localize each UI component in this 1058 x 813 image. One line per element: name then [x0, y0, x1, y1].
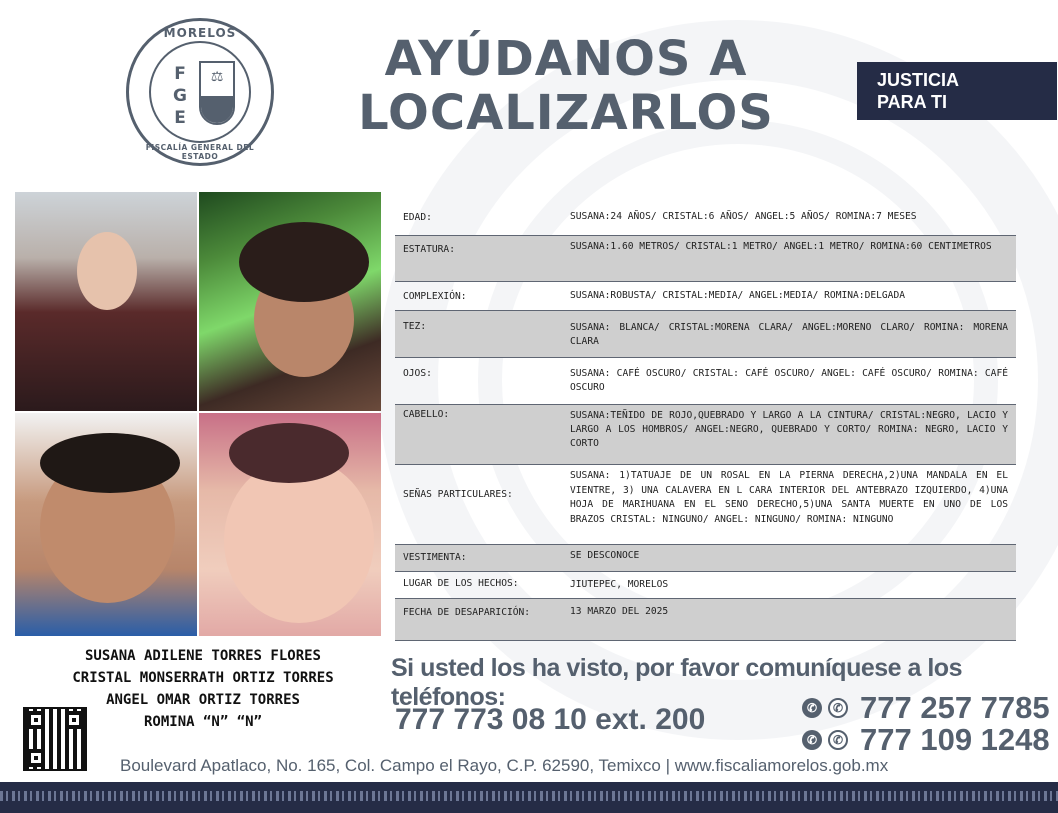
description-table: [395, 196, 1016, 641]
row-senas: [395, 465, 1016, 545]
phone-icon: ✆: [802, 698, 822, 718]
shield-icon: [199, 61, 235, 125]
fge-logo: [126, 18, 274, 166]
photo-romina: [199, 413, 381, 636]
logo-ring-text: FISCALÍA GENERAL DEL ESTADO: [145, 143, 255, 161]
page-title: [336, 32, 796, 140]
photo-cristal: [199, 192, 381, 411]
row-label: OJOS:: [403, 368, 432, 379]
name-romina: ROMINA “N” “N”: [143, 714, 262, 730]
row-label: FECHA DE DESAPARICIÓN:: [403, 607, 531, 618]
logo-top-text: MORELOS: [163, 26, 237, 40]
row-value: SUSANA:ROBUSTA/ CRISTAL:MEDIA/ ANGEL:MEDIA/ ROMINA:DELGADA: [570, 290, 906, 301]
row-value: SUSANA: CAFÉ OSCURO/ CRISTAL: CAFÉ OSCURO/ ANGEL: CAFÉ OSCURO/ ROMINA: CAFÉ OSCURO: [570, 368, 1008, 393]
contact-callout: Si usted los ha visto, por favor comuníquese a los teléfonos:: [391, 654, 962, 711]
phone-2-number: 777 109 1248: [860, 722, 1050, 757]
title-line-2: LOCALIZARLOS: [358, 85, 774, 141]
row-label: SEÑAS PARTICULARES:: [403, 489, 513, 500]
whatsapp-icon: ✆: [828, 730, 848, 750]
qr-code-icon: [23, 707, 87, 771]
row-edad: [395, 196, 1016, 236]
phone-1-number: 777 257 7785: [860, 690, 1050, 725]
row-value: JIUTEPEC, MORELOS: [570, 579, 669, 590]
photo-susana: [15, 192, 197, 411]
phone-icon: ✆: [802, 730, 822, 750]
row-value: SUSANA: 1)TATUAJE DE UN ROSAL EN LA PIERNA DERECHA,2)UNA MANDALA EN EL VIENTRE, 3) UNA CALAVERA EN L CARA INTERIOR DEL ANTEBRAZO IZQUIERDO, 4)UNA HOJA DE MARIHUANA EN EL SENO DERECHO,5)UNA SANTA MUERTE EN UNO DE LOS BRAZOS CRISTAL: NINGUNO/ ANGEL: NINGUNO/ ROMINA: NINGUNO: [570, 470, 1008, 525]
name-angel: ANGEL OMAR ORTIZ TORRES: [106, 692, 300, 708]
name-susana: SUSANA ADILENE TORRES FLORES: [84, 648, 321, 664]
office-phone: 777 773 08 10 ext. 200: [395, 703, 706, 736]
row-tez: [395, 311, 1016, 358]
row-label: TEZ:: [403, 321, 427, 332]
footer-band: [0, 782, 1058, 813]
row-label: CABELLO:: [403, 409, 450, 420]
row-cabello: [395, 405, 1016, 465]
row-vestimenta: [395, 545, 1016, 572]
footer-pattern: [0, 791, 1058, 801]
row-label: ESTATURA:: [403, 244, 455, 255]
row-label: EDAD:: [403, 212, 432, 223]
row-estatura: [395, 236, 1016, 282]
logo-letters: [171, 63, 189, 129]
logo-inner-circle: [149, 41, 251, 143]
whatsapp-icon: ✆: [828, 698, 848, 718]
row-ojos: [395, 358, 1016, 405]
row-label: COMPLEXIÓN:: [403, 291, 467, 302]
scales-icon: ⚖: [210, 69, 224, 85]
logo-letter-f: F: [174, 64, 186, 84]
name-cristal: CRISTAL MONSERRATH ORTIZ TORRES: [72, 670, 334, 686]
phone-2: [802, 722, 1050, 758]
row-value: SUSANA:1.60 METROS/ CRISTAL:1 METRO/ ANGEL:1 METRO/ ROMINA:60 CENTIMETROS: [570, 241, 992, 252]
address-footer: Boulevard Apatlaco, No. 165, Col. Campo el Rayo, C.P. 62590, Temixco | www.fiscaliamorelos.gob.mx: [120, 756, 889, 775]
logo-letter-e: E: [174, 108, 186, 128]
photo-angel: [15, 413, 197, 636]
phone-1: [802, 690, 1050, 726]
row-lugar: [395, 572, 1016, 599]
row-complexion: [395, 282, 1016, 311]
photo-grid: [15, 192, 381, 636]
justicia-badge: [857, 62, 1057, 120]
row-label: LUGAR DE LOS HECHOS:: [403, 578, 519, 589]
row-fecha: [395, 599, 1016, 641]
row-value: SUSANA:TEÑIDO DE ROJO,QUEBRADO Y LARGO A LA CINTURA/ CRISTAL:NEGRO, LACIO Y LARGO A LOS HOMBROS/ ANGEL:NEGRO, QUEBRADO Y CORTO/ ROMINA: NEGRO, LACIO Y CORTO: [570, 410, 1008, 449]
row-label: VESTIMENTA:: [403, 552, 467, 563]
badge-line-1: JUSTICIA: [877, 70, 960, 90]
row-value: 13 MARZO DEL 2025: [570, 606, 669, 617]
badge-line-2: PARA TI: [877, 92, 947, 112]
row-value: SE DESCONOCE: [570, 550, 640, 561]
row-value: SUSANA: BLANCA/ CRISTAL:MORENA CLARA/ ANGEL:MORENO CLARO/ ROMINA: MORENA CLARA: [570, 322, 1008, 347]
row-value: SUSANA:24 AÑOS/ CRISTAL:6 AÑOS/ ANGEL:5 AÑOS/ ROMINA:7 MESES: [570, 211, 917, 222]
title-line-1: AYÚDANOS A: [384, 31, 748, 87]
logo-letter-g: G: [173, 86, 187, 106]
